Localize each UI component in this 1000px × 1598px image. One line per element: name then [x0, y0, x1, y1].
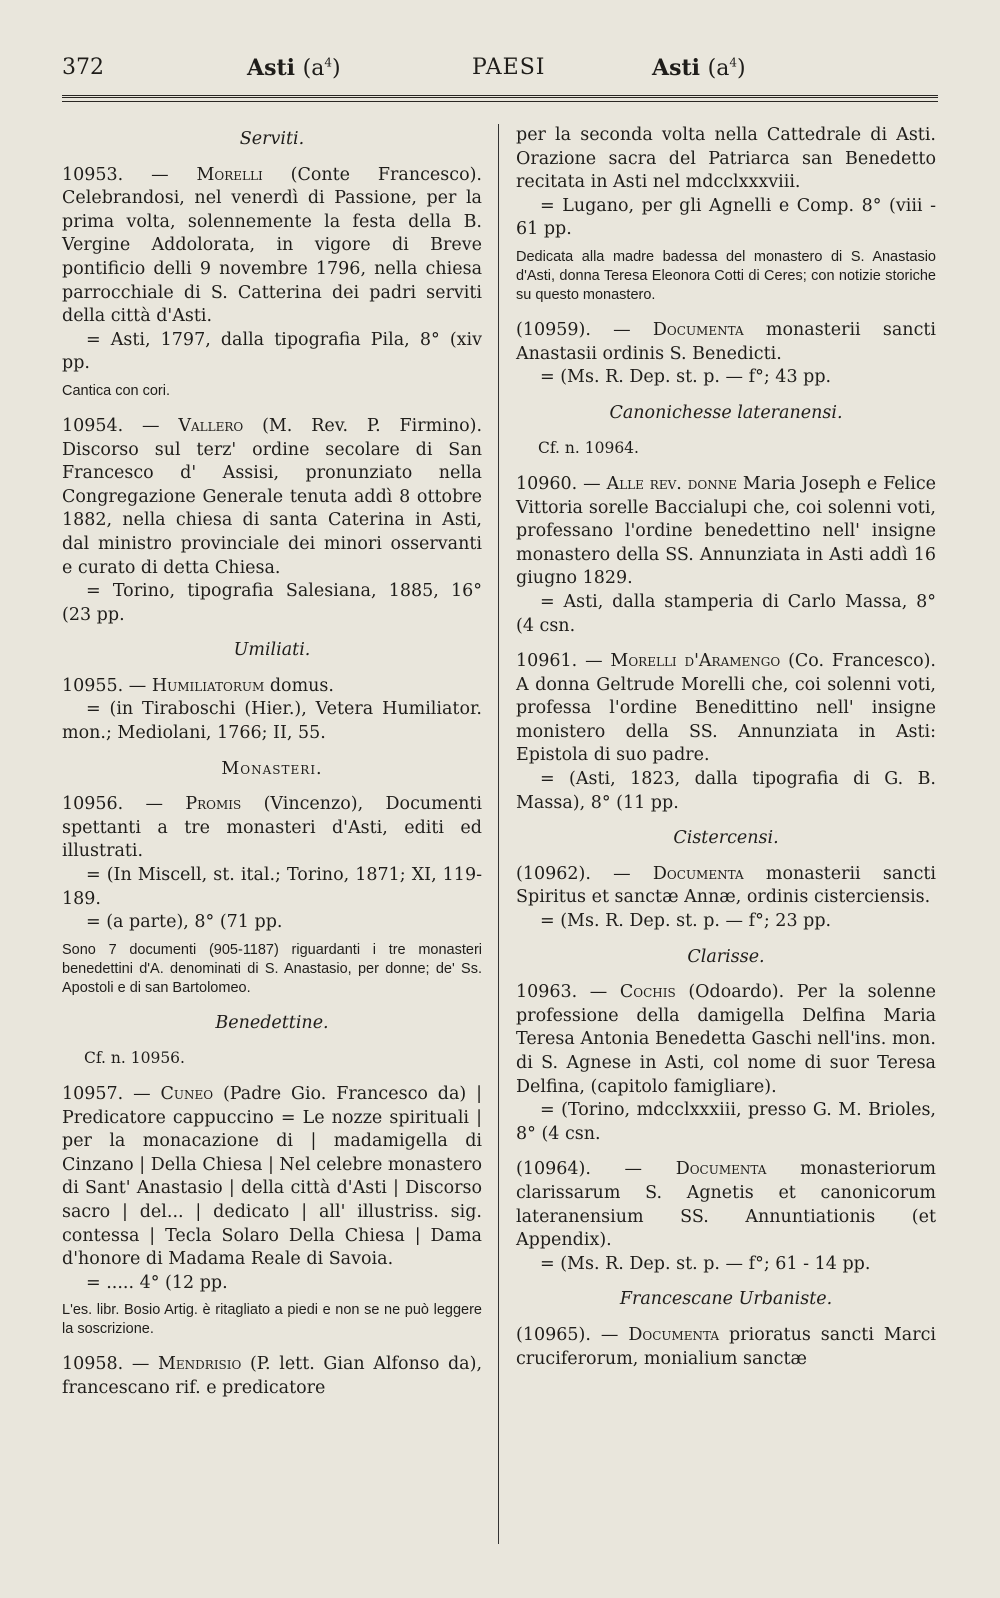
author: Promis	[185, 794, 242, 815]
imprint: = Torino, tipografia Salesiana, 1885, 16° (23 pp.	[62, 581, 482, 625]
entry-10958-continued: per la seconda volta nella Cattedrale di Asti. Orazione sacra del Patriarca san Benedetto recitata in Asti nel mdcclxxxviii. = Lugano, per gli Agnelli e Comp. 8° (viii - 61 pp. Dedicata alla madre badessa del monastero di S. Anastasio d'Asti, donna Teresa Eleonora Cotti di Ceres; con notizie storiche su questo monastero.	[516, 125, 936, 303]
entry-10964: (10964). — Documenta monasteriorum clarissarum S. Agnetis et canonicorum lateranensium SS. Annuntiationis (et Appendix). = (Ms. R. Dep. st. p. — f°; 61 - 14 pp.	[516, 1158, 936, 1276]
author: Vallero	[178, 415, 244, 436]
author: Cochis	[619, 982, 676, 1003]
imprint: = (In Miscell, st. ital.; Torino, 1871; XI, 119-189.	[62, 865, 482, 909]
entry-10954: 10954. — Vallero (M. Rev. P. Firmino). Discorso sul terz' ordine secolare di San Francesco d' Assisi, pronunziato nella Congregazione Generale tenuta addì 8 ottobre 1882, nella chiesa di santa Caterina in Asti, dal ministro provinciale dei minori osservanti e curato di detta Chiesa. = Torino, tipografia Salesiana, 1885, 16° (23 pp.	[62, 415, 482, 627]
imprint: = Asti, dalla stamperia di Carlo Massa, 8° (4 csn.	[516, 591, 936, 636]
author: Morelli	[196, 164, 263, 185]
running-title-left: Asti $(a^4)$	[247, 55, 341, 81]
cross-reference: Cf. n. 10956.	[84, 1049, 185, 1068]
author: Morelli d'Aramengo	[610, 651, 781, 672]
imprint: = Lugano, per gli Agnelli e Comp. 8° (viii - 61 pp.	[516, 195, 936, 240]
cross-reference: Cf. n. 10964.	[538, 439, 639, 458]
imprint: = (Asti, 1823, dalla tipografia di G. B. Massa), 8° (11 pp.	[516, 769, 936, 813]
running-title-right: Asti $(a^4)$	[652, 55, 746, 81]
page-number: 372	[62, 55, 104, 80]
author: Documenta	[652, 319, 744, 340]
section-heading: Benedettine.	[215, 1012, 329, 1033]
entry-10960: 10960. — Alle rev. donne Maria Joseph e Felice Vittoria sorelle Baccialupi che, coi solenni voti, professano l'ordine benedettino nell' insigne monastero della SS. Annunziata in Asti addì 16 giugno 1829. = Asti, dalla stamperia di Carlo Massa, 8° (4 csn.	[516, 473, 936, 638]
entry-10958: 10958. — Mendrisio (P. lett. Gian Alfonso da), francescano rif. e predicatore	[62, 1354, 483, 1398]
author: Alle rev. donne	[606, 473, 737, 494]
entry-10961: 10961. — Morelli d'Aramengo (Co. Francesco). A donna Geltrude Morelli che, coi solenni voti, professa l'ordine Benedittino nell' insigne monistero della SS. Annunziata in Asti: Epistola di suo padre. = (Asti, 1823, dalla tipografia di G. B. Massa), 8° (11 pp.	[516, 650, 936, 815]
imprint: = Asti, 1797, dalla tipografia Pila, 8° (xiv pp.	[62, 329, 482, 374]
left-column	[62, 124, 482, 1413]
entry-10956: 10956. — Promis (Vincenzo), Documenti spettanti a tre monasteri d'Asti, editi ed illustrati. = (In Miscell, st. ital.; Torino, 1871; XI, 119-189. = (a parte), 8° (71 pp. Sono 7 documenti (905-1187) riguardanti i tre monasteri benedettini d'A. denominati di S. Anastasio, per donne; de' Ss. Apostoli e di san Bartolomeo.	[62, 794, 483, 996]
imprint: = (Torino, mdcclxxxiii, presso G. M. Brioles, 8° (4 csn.	[516, 1100, 936, 1144]
note: L'es. libr. Bosio Artig. è ritagliato a piedi e non se ne può leggere la soscrizione.	[62, 1302, 482, 1338]
author: Documenta	[628, 1324, 720, 1345]
entry-10959: (10959). — Documenta monasterii sancti Anastasii ordinis S. Benedicti. = (Ms. R. Dep. st. p. — f°; 43 pp.	[516, 319, 936, 390]
author: Mendrisio	[157, 1354, 242, 1375]
column-divider	[498, 124, 499, 1544]
entry-10962: (10962). — Documenta monasterii sancti Spiritus et sanctæ Annæ, ordinis cisterciensis. = (Ms. R. Dep. st. p. — f°; 23 pp.	[516, 863, 936, 934]
imprint: = ..... 4° (12 pp.	[86, 1272, 228, 1293]
section-heading: Canonichesse lateranensi.	[609, 402, 843, 423]
author: Humiliatorum	[151, 675, 265, 696]
entry-10955: 10955. — Humiliatorum domus. = (in Tiraboschi (Hier.), Vetera Humiliator. mon.; Mediolani, 1766; II, 55.	[62, 675, 482, 746]
entry-10957: 10957. — Cuneo (Padre Gio. Francesco da) | Predicatore cappuccino = Le nozze spirituali | per la monacazione di | madamigella di Cinzano | Della Chiesa | Nel celebre monastero di Sant' Anastasio | della città d'Asti | Discorso sacro | del... | dedicato | all' illustriss. sig. contessa | Tecla Solaro Della Chiesa | Dama d'honore di Madama Reale di Savoia. = ..... 4° (12 pp. L'es. libr. Bosio Artig. è ritagliato a piedi e non se ne può leggere la soscrizione.	[62, 1084, 482, 1338]
author: Documenta	[675, 1159, 767, 1180]
imprint: = (Ms. R. Dep. st. p. — f°; 23 pp.	[540, 911, 832, 932]
imprint: = (Ms. R. Dep. st. p. — f°; 61 - 14 pp.	[540, 1253, 871, 1274]
author: Cuneo	[160, 1084, 214, 1104]
imprint: = (in Tiraboschi (Hier.), Vetera Humiliator. mon.; Mediolani, 1766; II, 55.	[62, 699, 482, 744]
section-heading: Cistercensi.	[673, 828, 779, 849]
imprint: = (a parte), 8° (71 pp.	[86, 912, 283, 933]
note: Cantica con cori.	[62, 382, 170, 399]
note: Dedicata alla madre badessa del monastero di S. Anastasio d'Asti, donna Teresa Eleonora Cotti di Ceres; con notizie storiche su questo monastero.	[516, 248, 936, 303]
author: Documenta	[652, 863, 744, 884]
section-heading: Umiliati.	[233, 640, 311, 661]
section-heading: Monasteri.	[221, 758, 323, 779]
header-rule	[62, 95, 938, 102]
entry-10953: 10953. — Morelli (Conte Francesco). Celebrandosi, nel venerdì di Passione, per la prima volta, solennemente la festa della B. Vergine Addolorata, in vigore di Breve pontificio delli 9 novembre 1796, nella chiesa parrocchiale di S. Catterina dei padri serviti della città d'Asti. = Asti, 1797, dalla tipografia Pila, 8° (xiv pp. Cantica con cori.	[62, 164, 482, 399]
section-heading: Francescane Urbaniste.	[619, 1289, 833, 1310]
note: Sono 7 documenti (905-1187) riguardanti i tre monasteri benedettini d'A. denominati di S. Anastasio, per donne; de' Ss. Apostoli e di san Bartolomeo.	[62, 941, 482, 996]
entry-10965: (10965). — Documenta prioratus sancti Marci cruciferorum, monialium sanctæ	[516, 1324, 937, 1369]
columns	[62, 124, 938, 1413]
imprint: = (Ms. R. Dep. st. p. — f°; 43 pp.	[540, 367, 832, 388]
entry-10963: 10963. — Cochis (Odoardo). Per la solenne professione della damigella Delfina Maria Teresa Antonia Benedetta Gaschi nell'ins. mon. di S. Agnese in Asti, col nome di suor Teresa Delfina, (capitolo famigliare). = (Torino, mdcclxxxiii, presso G. M. Brioles, 8° (4 csn.	[516, 981, 936, 1146]
running-title-center: PAESI	[472, 55, 546, 80]
section-heading: Serviti.	[239, 129, 305, 149]
running-head	[62, 55, 938, 95]
section-heading: Clarisse.	[687, 946, 765, 967]
right-column	[516, 124, 936, 1413]
